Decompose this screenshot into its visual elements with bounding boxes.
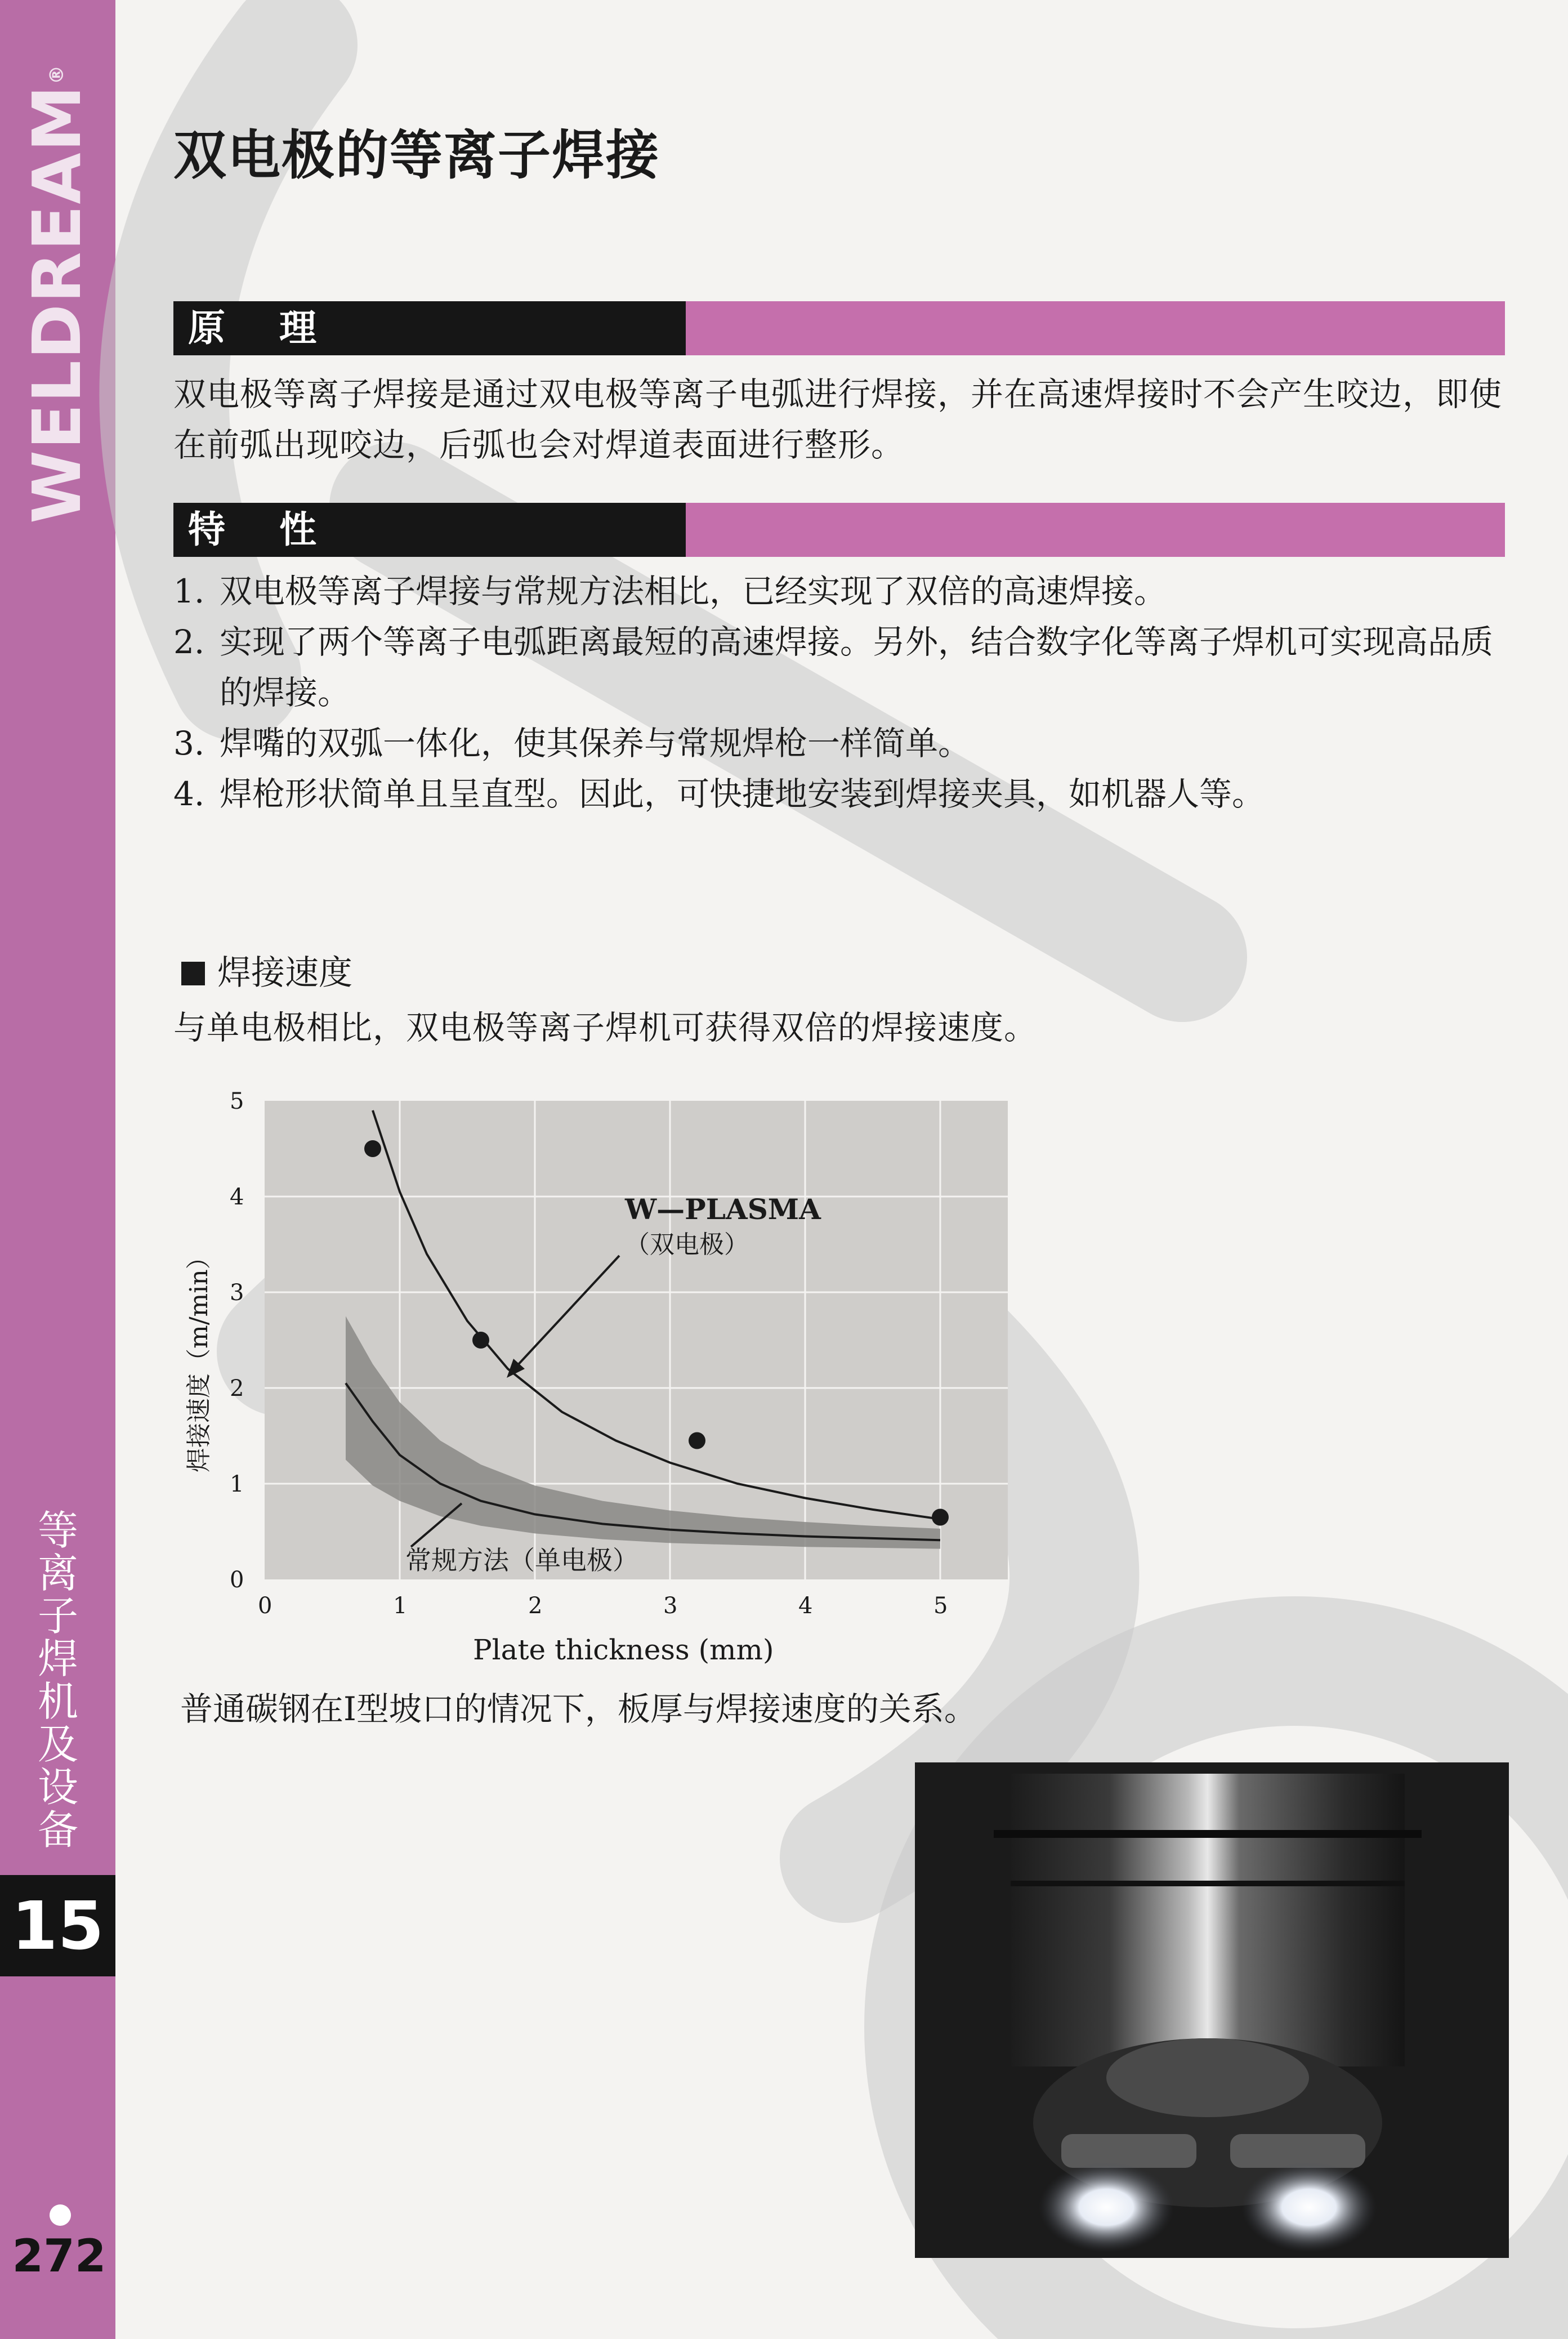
section-bar-features <box>173 503 1505 557</box>
data-point <box>364 1140 381 1157</box>
y-tick-label: 3 <box>230 1280 244 1306</box>
chapter-number: 15 <box>0 1875 115 1976</box>
section-heading-features: 特性 <box>188 508 370 551</box>
brand-logo: WELDREAM® <box>18 64 96 524</box>
chapter-title: 等离子焊机及设备 <box>37 1507 78 1854</box>
x-tick-label: 2 <box>528 1593 543 1619</box>
list-item: 2. 实现了两个等离子电弧距离最短的高速焊接。另外，结合数字化等离子焊机可实现高品质的焊接。 <box>173 623 1494 712</box>
principle-text: 双电极等离子焊接是通过双电极等离子电弧进行焊接，并在高速焊接时不会产生咬边，即使在前弧出现咬边，后弧也会对焊道表面进行整形。 <box>173 375 1503 464</box>
data-point <box>472 1332 489 1349</box>
x-tick-label: 5 <box>933 1593 948 1619</box>
y-tick-label: 1 <box>230 1471 244 1497</box>
section-heading-principle: 原理 <box>188 306 370 350</box>
page-dot <box>50 2204 71 2226</box>
data-point <box>932 1509 949 1526</box>
list-item: 4. 焊枪形状简单且呈直型。因此，可快捷地安装到焊接夹具，如机器人等。 <box>173 775 1265 813</box>
y-tick-label: 4 <box>230 1184 244 1210</box>
page-title: 双电极的等离子焊接 <box>173 125 660 186</box>
x-tick-label: 3 <box>663 1593 678 1619</box>
section-bar-principle <box>173 301 1505 355</box>
x-tick-label: 4 <box>798 1593 813 1619</box>
list-item: 3. 焊嘴的双弧一体化，使其保养与常规焊枪一样简单。 <box>173 724 971 762</box>
x-tick-label: 0 <box>258 1593 272 1619</box>
list-item: 1. 双电极等离子焊接与常规方法相比，已经实现了双倍的高速焊接。 <box>173 572 1167 610</box>
y-axis-label: 焊接速度（m/min） <box>185 1244 213 1472</box>
x-tick-label: 1 <box>393 1593 408 1619</box>
speed-intro: 与单电极相比，双电极等离子焊机可获得双倍的焊接速度。 <box>173 1008 1038 1047</box>
w-plasma-sublabel: （双电极） <box>625 1230 749 1259</box>
features-list <box>173 566 1519 819</box>
conventional-label: 常规方法（单电极） <box>405 1545 638 1575</box>
torch-photo <box>915 1762 1509 2258</box>
y-tick-label: 2 <box>230 1376 244 1401</box>
chart-caption: 普通碳钢在I型坡口的情况下，板厚与焊接速度的关系。 <box>180 1690 977 1728</box>
w-plasma-label: W—PLASMA <box>625 1193 821 1226</box>
y-tick-label: 0 <box>230 1567 244 1593</box>
square-bullet-icon <box>181 962 205 985</box>
speed-heading: 焊接速度 <box>181 946 352 994</box>
x-axis-label: Plate thickness (mm) <box>473 1633 774 1666</box>
speed-chart <box>169 1090 1036 1670</box>
y-tick-label: 5 <box>230 1090 244 1114</box>
data-point <box>689 1432 705 1449</box>
page-number: 272 <box>12 2230 106 2282</box>
